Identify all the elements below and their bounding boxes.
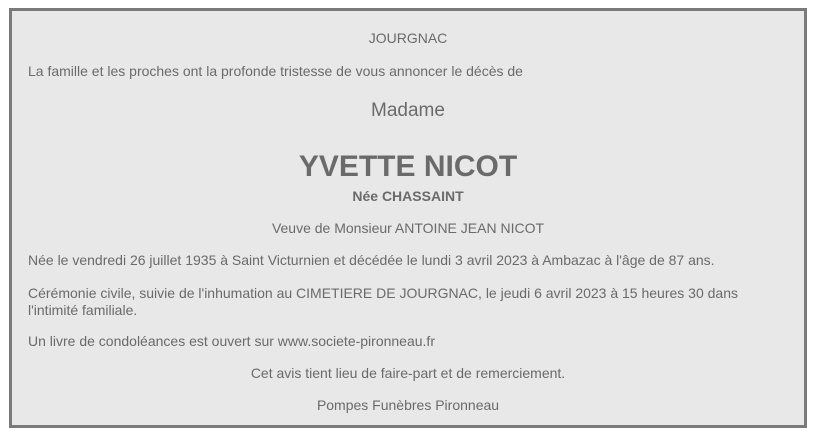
- civility-title: Madame: [371, 100, 445, 121]
- maiden-name: Née CHASSAINT: [352, 188, 464, 204]
- intro-text: La famille et les proches ont la profonde tristesse de vous annoncer le décès de: [28, 63, 523, 79]
- notice-note-text: Cet avis tient lieu de faire-part et de remerciement.: [250, 365, 566, 381]
- deceased-name: YVETTE NICOT: [298, 150, 518, 183]
- funeral-home-name: Pompes Funèbres Pironneau: [316, 397, 500, 413]
- widow-of-text: Veuve de Monsieur ANTOINE JEAN NICOT: [271, 220, 545, 236]
- town-heading: JOURGNAC: [368, 30, 448, 46]
- birth-death-text: Née le vendredi 26 juillet 1935 à Saint Victurnien et décédée le lundi 3 avril 2023 à Ambazac à l'âge de 87 ans.: [28, 252, 715, 268]
- ceremony-text: Cérémonie civile, suivie de l'inhumation au CIMETIERE DE JOURGNAC, le jeudi 6 avril 2023 à 15 heures 30 dans l'intimité familiale.: [28, 285, 739, 318]
- obituary-notice: [9, 8, 807, 428]
- condolences-text: Un livre de condoléances est ouvert sur www.societe-pironneau.fr: [28, 333, 435, 349]
